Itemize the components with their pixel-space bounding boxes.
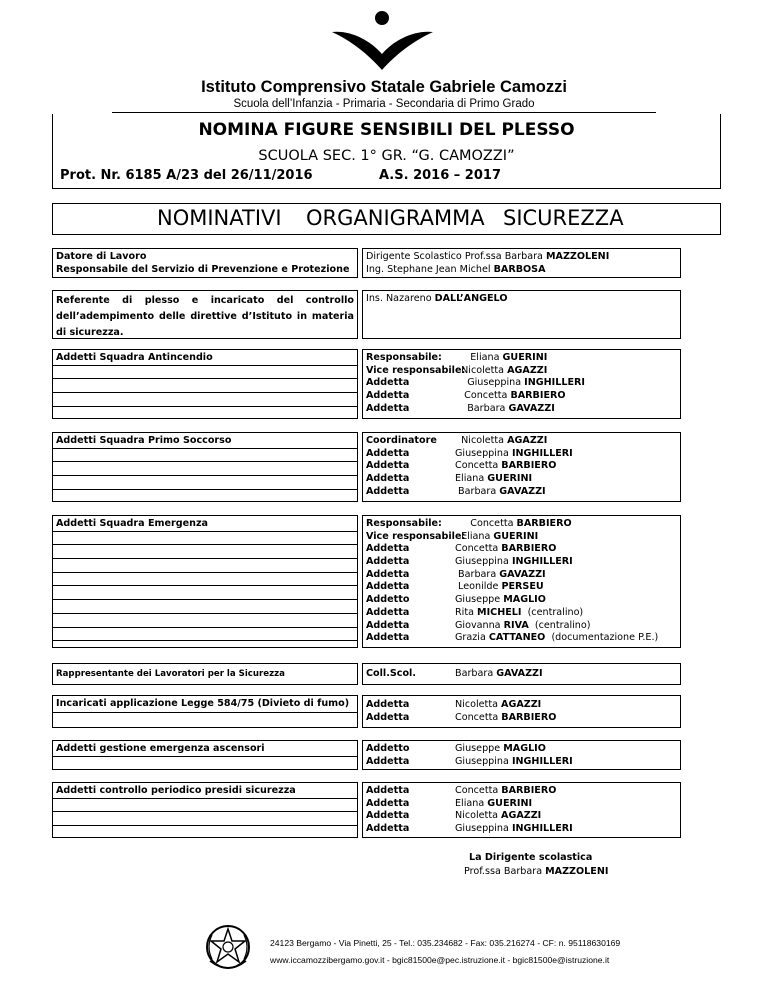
member-line (366, 581, 677, 594)
member-first-name: Barbara (455, 568, 500, 580)
nomination-header-box (52, 114, 721, 189)
member-line (366, 531, 677, 544)
member-role: Addetta (366, 460, 410, 472)
fumo-label: Incaricati applicazione Legge 584/75 (Divieto di fumo) (53, 698, 357, 713)
rspp-surname: BARBOSA (493, 263, 546, 275)
emergenza-label: Addetti Squadra Emergenza (53, 518, 357, 532)
member-role: Addetto (366, 594, 410, 606)
ascensori-members (362, 740, 681, 770)
member-role: Addetta (366, 568, 410, 580)
fumo-members (362, 695, 681, 728)
institute-subtitle: Scuola dell’Infanzia - Primaria - Secondaria di Primo Grado (233, 98, 535, 110)
banner-word-3: SICUREZZA (503, 206, 624, 230)
signature-name: Prof.ssa Barbara (464, 866, 546, 877)
member-line (366, 486, 677, 499)
member-role: Addetta (366, 402, 410, 414)
rls-value-cell (362, 663, 681, 685)
member-first-name: Giuseppina (455, 823, 512, 835)
member-line (366, 365, 677, 378)
member-last-name: GUERINI (502, 352, 548, 363)
member-role: Addetta (366, 377, 410, 389)
presidi-label: Addetti controllo periodico presidi sicurezza (53, 785, 357, 799)
member-last-name: AGAZZI (501, 810, 542, 822)
member-first-name: Eliana (455, 352, 503, 363)
member-line (366, 620, 677, 633)
member-line (366, 632, 677, 645)
member-first-name: Concetta (455, 711, 502, 723)
member-first-name: Giuseppe (455, 594, 504, 606)
antincendio-members (362, 349, 681, 419)
member-first-name: Barbara (455, 402, 509, 414)
member-line (366, 698, 677, 711)
member-last-name: PERSEU (501, 581, 544, 593)
signature-surname: MAZZOLENI (545, 866, 609, 877)
member-line (366, 823, 677, 836)
member-line (366, 711, 677, 724)
member-last-name: GAVAZZI (508, 402, 555, 414)
member-last-name: CATTANEO (488, 632, 546, 644)
member-line (366, 594, 677, 607)
header-divider (112, 112, 656, 113)
member-last-name: AGAZZI (501, 699, 542, 710)
presidi-members (362, 782, 681, 838)
member-last-name: GAVAZZI (499, 485, 546, 497)
footer-contacts: www.iccamozzibergamo.gov.it - bgic81500e@pec.istruzione.it - bgic81500e@istruzione.it (270, 955, 610, 965)
member-role: Addetta (366, 810, 410, 822)
member-last-name: INGHILLERI (524, 377, 585, 389)
member-line (366, 543, 677, 556)
member-line (366, 607, 677, 620)
member-last-name: MICHELI (477, 606, 522, 618)
republic-emblem-icon (202, 921, 254, 973)
antincendio-label: Addetti Squadra Antincendio (53, 352, 357, 366)
member-last-name: INGHILLERI (511, 823, 573, 835)
member-role: Addetta (366, 485, 410, 497)
member-last-name: BARBIERO (501, 785, 557, 796)
emergenza-label-cell (52, 515, 358, 648)
member-note: (documentazione P.E.) (545, 632, 659, 644)
member-role: Addetta (366, 473, 410, 485)
member-last-name: BARBIERO (501, 543, 557, 555)
member-last-name: MAGLIO (503, 743, 546, 754)
banner-word-2: ORGANIGRAMMA (306, 206, 485, 230)
datore-label: Datore di Lavoro (56, 251, 147, 262)
member-line (366, 569, 677, 582)
member-first-name: Eliana (455, 473, 488, 485)
member-line (366, 518, 677, 531)
member-first-name: Leonilde (455, 581, 502, 593)
banner-word-1: NOMINATIVI (157, 206, 282, 230)
rls-first-name: Barbara (455, 668, 497, 679)
member-role: Addetta (366, 699, 410, 710)
section-banner (52, 203, 721, 235)
member-last-name: GUERINI (493, 530, 539, 542)
member-role: Responsabile: (366, 352, 442, 363)
member-role: Addetta (366, 619, 410, 631)
rls-label: Rappresentante dei Lavoratori per la Sicurezza (52, 663, 358, 685)
school-logo-icon (330, 10, 435, 70)
member-role: Addetta (366, 606, 410, 618)
member-line (366, 435, 677, 448)
member-first-name: Giuseppe (455, 743, 504, 754)
document-title: NOMINA FIGURE SENSIBILI DEL PLESSO (198, 120, 575, 140)
member-role: Addetta (366, 447, 410, 459)
rspp-label: Responsabile del Servizio di Prevenzione e Protezione (56, 263, 350, 275)
fumo-label-cell (52, 695, 358, 728)
member-line (366, 390, 677, 403)
member-first-name: Concetta (455, 518, 517, 529)
signature-title: La Dirigente scolastica (469, 852, 593, 863)
school-year: A.S. 2016 – 2017 (379, 168, 501, 183)
datore-name: Dirigente Scolastico Prof.ssa Barbara (366, 251, 546, 262)
member-first-name: Eliana (455, 797, 488, 809)
member-role: Vice responsabile: (366, 364, 466, 376)
member-line (366, 473, 677, 486)
member-role: Addetta (366, 823, 410, 835)
member-line (366, 810, 677, 823)
ascensori-label-cell (52, 740, 358, 770)
member-last-name: BARBIERO (510, 390, 566, 402)
member-first-name: Concetta (455, 543, 502, 555)
signature-name-line (464, 866, 608, 877)
school-name: SCUOLA SEC. 1° GR. “G. CAMOZZI” (258, 148, 515, 164)
member-last-name: GAVAZZI (499, 568, 546, 580)
member-last-name: BARBIERO (501, 711, 557, 723)
member-role: Addetta (366, 632, 410, 644)
referente-label: Referente di plesso e incaricato del controllo dell’adempimento delle direttive d’Istituto in materia di sicurezza. (52, 290, 358, 339)
rls-last-name: GAVAZZI (496, 668, 543, 679)
member-last-name: AGAZZI (507, 435, 548, 446)
member-first-name: Eliana (455, 530, 494, 542)
member-role: Addetta (366, 556, 410, 568)
member-role: Addetta (366, 581, 410, 593)
member-last-name: RIVA (503, 619, 529, 631)
member-role: Responsabile: (366, 518, 442, 529)
rspp-name: Ing. Stephane Jean Michel (366, 263, 494, 275)
soccorso-members (362, 432, 681, 502)
member-line (366, 556, 677, 569)
member-last-name: INGHILLERI (511, 556, 573, 568)
member-first-name: Concetta (455, 390, 511, 402)
member-first-name: Rita (455, 606, 478, 618)
member-role: Addetta (366, 390, 410, 402)
member-first-name: Grazia (455, 632, 489, 644)
referente-value-cell (362, 290, 681, 339)
antincendio-label-cell (52, 349, 358, 419)
soccorso-label: Addetti Squadra Primo Soccorso (53, 435, 357, 449)
member-role: Coordinatore (366, 435, 437, 446)
datore-value-cell (362, 248, 681, 278)
member-first-name: Nicoletta (455, 435, 508, 446)
member-first-name: Giuseppina (455, 755, 512, 767)
referente-name: Ins. Nazareno (366, 293, 435, 304)
member-note: (centralino) (528, 619, 591, 631)
member-first-name: Concetta (455, 785, 502, 796)
datore-label-cell (52, 248, 358, 278)
presidi-label-cell (52, 782, 358, 838)
member-first-name: Giuseppina (455, 447, 512, 459)
footer-address: 24123 Bergamo - Via Pinetti, 25 - Tel.: 035.234682 - Fax: 035.216274 - CF: n. 95118630169 (270, 938, 621, 948)
institute-name: Istituto Comprensivo Statale Gabriele Camozzi (201, 78, 567, 96)
datore-surname: MAZZOLENI (545, 251, 610, 262)
member-first-name: Giovanna (455, 619, 504, 631)
member-last-name: BARBIERO (516, 518, 572, 529)
member-line (366, 798, 677, 811)
ascensori-label: Addetti gestione emergenza ascensori (53, 743, 357, 757)
member-line (366, 403, 677, 416)
rls-role: Coll.Scol. (366, 668, 416, 679)
member-role: Addetta (366, 543, 410, 555)
member-first-name: Barbara (455, 485, 500, 497)
member-role: Addetta (366, 755, 410, 767)
protocol-number: Prot. Nr. 6185 A/23 del 26/11/2016 (60, 168, 313, 183)
member-line (366, 460, 677, 473)
member-last-name: BARBIERO (501, 460, 557, 472)
referente-surname: DALL’ANGELO (434, 293, 508, 304)
member-last-name: INGHILLERI (511, 447, 573, 459)
member-line (366, 448, 677, 461)
member-role: Addetta (366, 711, 410, 723)
member-last-name: AGAZZI (507, 364, 548, 376)
member-first-name: Concetta (455, 460, 502, 472)
member-line (366, 743, 677, 756)
member-last-name: GUERINI (487, 473, 533, 485)
member-first-name: Nicoletta (455, 699, 502, 710)
member-last-name: GUERINI (487, 797, 533, 809)
member-role: Addetta (366, 785, 410, 796)
member-last-name: INGHILLERI (511, 755, 573, 767)
member-line (366, 352, 677, 365)
member-first-name: Giuseppina (455, 556, 512, 568)
member-line (366, 377, 677, 390)
member-first-name: Nicoletta (455, 364, 508, 376)
member-role: Addetta (366, 797, 410, 809)
member-line (366, 756, 677, 769)
member-role: Vice responsabile: (366, 530, 466, 542)
soccorso-label-cell (52, 432, 358, 502)
member-note: (centralino) (521, 606, 584, 618)
member-first-name: Nicoletta (455, 810, 502, 822)
member-first-name: Giuseppina (455, 377, 525, 389)
emergenza-members (362, 515, 681, 648)
member-role: Addetto (366, 743, 410, 754)
member-line (366, 785, 677, 798)
member-last-name: MAGLIO (503, 594, 546, 606)
